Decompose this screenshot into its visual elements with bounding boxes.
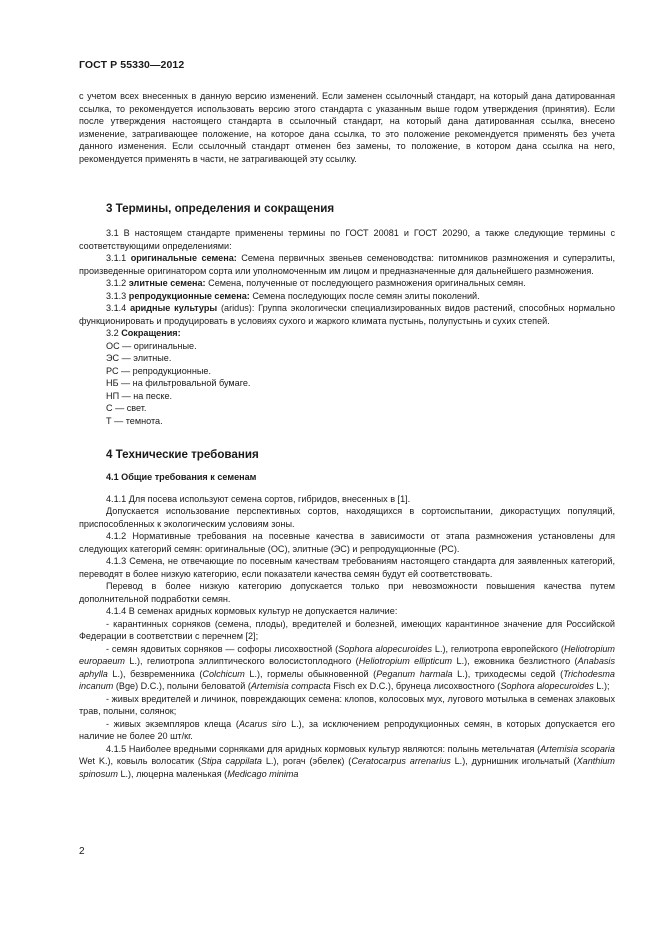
species-name: Ceratocarpus arrenarius <box>351 756 451 766</box>
species-name: Colchicum <box>202 668 245 679</box>
species-name: Heliotropium europaeum <box>79 643 615 666</box>
text-run: (Bge) D.C.), полыни беловатой ( <box>113 681 251 691</box>
term-number: 3.1.1 <box>106 253 127 263</box>
term-name: репродукционные семена: <box>128 290 250 301</box>
species-name: Sophora alopecuroides <box>338 643 433 654</box>
para-4-1-5 <box>79 743 615 781</box>
term-3-1-1 <box>79 252 615 277</box>
species-name: Artemisia scoparia <box>540 743 615 754</box>
abbreviation-item: НП — на песке. <box>106 390 173 401</box>
species-name: Medicago minima <box>227 768 299 779</box>
text-run: L.); <box>593 681 610 691</box>
para-3-1: 3.1 В настоящем стандарте применены термины по ГОСТ 20081 и ГОСТ 20290, а также следующие термины с соответствующими определениями: <box>79 228 615 251</box>
text-run: L.), ежовника безлистного ( <box>452 656 578 666</box>
species-name: Heliotropium ellipticum <box>358 656 453 666</box>
text-run: L.), гелиотропа эллиптического волосистоплодного ( <box>125 656 359 666</box>
species-name: Peganum harmala <box>376 668 453 679</box>
abbreviation-item: Т — темнота. <box>106 415 163 426</box>
term-3-1-2 <box>79 277 615 290</box>
para-4-1-1: 4.1.1 Для посева используют семена сортов, гибридов, внесенных в [1]. <box>106 493 411 504</box>
para-4-1-3b: Перевод в более низкую категорию допускается только при невозможности повышения качества путем дополнительной подработки семян. <box>79 581 615 604</box>
document-body <box>79 90 615 780</box>
para-4-1-1b: Допускается использование перспективных сортов, находящихся в сортоиспытании, дикорастущих популяций, приспособленных к экологическим условиям зоны. <box>79 506 615 529</box>
term-definition: (aridus): Группа экологически специализированных видов растений, способных нормально функционировать и продуцировать в условиях сухого и жаркого климата пустынь, полупустынь и сухих степей. <box>79 303 615 326</box>
bullet-quarantine: - карантинных сорняков (семена, плоды), вредителей и болезней, имеющих карантинное значение для Российской Федерации в соответствии с перечнем [2]; <box>79 618 615 641</box>
abbreviation-item: РС — репродукционные. <box>106 365 211 376</box>
term-definition: Семена первичных звеньев семеноводства: питомников размножения и суперэлиты, произведенные оригинатором сорта или уполномоченным им лицом и предназначенные для дальнейшего размножения. <box>79 253 615 276</box>
abbreviation-item: ЭС — элитные. <box>106 353 172 363</box>
text-run: L.), рогач (эбелек) ( <box>261 756 352 766</box>
term-name: элитные семена: <box>128 278 206 288</box>
text-run: - живых экземпляров клеща ( <box>106 718 239 729</box>
text-run: L.), гелиотропа европейского ( <box>432 643 564 654</box>
abbreviations-label: Сокращения: <box>121 328 181 338</box>
text-run: Wet K.), ковыль волосатик ( <box>79 756 201 766</box>
bullet-mites <box>79 718 615 743</box>
text-run: Fisch ex D.C.), брунеца лисохвостного ( <box>330 681 501 691</box>
abbreviation-item: ОС — оригинальные. <box>106 340 197 351</box>
para-4-1-2: 4.1.2 Нормативные требования на посевные качества в зависимости от этапа размножения установлены для следующих категорий семян: оригинальные (ОС), элитные (ЭС) и репродукционные (РС). <box>79 531 615 554</box>
text-run: L.), гормелы обыкновенной ( <box>244 668 377 679</box>
para-number: 3.2 <box>106 328 119 338</box>
term-name: оригинальные семена: <box>130 253 237 263</box>
document-code-header: ГОСТ Р 55330—2012 <box>79 59 185 71</box>
term-number: 3.1.2 <box>106 278 127 288</box>
text-run: L.), триходесмы седой ( <box>452 668 564 679</box>
section-3-title: 3 Термины, определения и сокращения <box>106 202 335 215</box>
species-name: Acarus siro <box>238 718 287 729</box>
subsection-4-1-title: 4.1 Общие требования к семенам <box>106 472 257 482</box>
text-run: L.), дурнишник игольчатый ( <box>450 756 577 766</box>
term-3-1-3 <box>79 290 615 303</box>
abbreviation-item: НБ — на фильтровальной бумаге. <box>106 378 251 388</box>
text-run: L.), люцерна маленькая ( <box>117 768 228 779</box>
para-3-2 <box>79 327 615 340</box>
text-run: L.), безвременника ( <box>107 668 203 679</box>
species-name: Artemisia compacta <box>250 681 331 691</box>
bullet-poisonous-weeds <box>79 643 615 693</box>
term-definition: Семена, полученные от последующего размножения оригинальных семян. <box>208 278 526 288</box>
text-run: - семян ядовитых сорняков — софоры лисохвостной ( <box>106 643 339 654</box>
species-name: Trichodesma incanum <box>79 668 615 691</box>
term-name: аридные культуры <box>130 303 218 313</box>
text-run: L.), за исключением репродукционных семян, в которых допускается его наличие не более 20 шт/кг. <box>79 718 615 741</box>
term-3-1-4 <box>79 302 615 327</box>
species-name: Xanthium spinosum <box>79 756 615 779</box>
para-4-1-3: 4.1.3 Семена, не отвечающие по посевным качествам требованиям настоящего стандарта для заявленных категорий, переводят в более низкую категорию, если показатели качества семян будут ей соответствовать. <box>79 556 615 579</box>
species-name: Anabasis aphylla <box>79 656 616 679</box>
section-4-title: 4 Технические требования <box>106 448 259 461</box>
para-4-1-4: 4.1.4 В семенах аридных кормовых культур не допускается наличие: <box>106 606 398 616</box>
term-number: 3.1.3 <box>106 290 127 301</box>
term-number: 3.1.4 <box>106 303 127 313</box>
abbreviation-item: С — свет. <box>106 403 147 413</box>
bullet-live-pests: - живых вредителей и личинок, повреждающих семена: клопов, колосовых мух, лугового мотылька в семенах злаковых трав, полыни, солянок; <box>79 693 615 716</box>
species-name: Sophora alopecuroides <box>500 681 594 691</box>
species-name: Stipa cappilata <box>200 756 262 766</box>
intro-paragraph: с учетом всех внесенных в данную версию изменений. Если заменен ссылочный стандарт, на который дана датированная ссылка, то рекомендуется использовать версию этого стандарта с указанным выше годом утверждения (принятия). Если после утверждения настоящего стандарта в ссылочный стандарт, на который дана датированная ссылка, внесено изменение, затрагивающее положение, на которое дана ссылка, то это положение рекомендуется применять без учета данного изменения. Если ссылочный стандарт отменен без замены, то положение, в котором дана ссылка на него, рекомендуется применять в части, не затрагивающей эту ссылку. <box>79 91 615 164</box>
text-run: 4.1.5 Наиболее вредными сорняками для аридных кормовых культур являются: полынь метельчатая ( <box>106 743 541 754</box>
term-definition: Семена последующих после семян элиты поколений. <box>252 290 480 301</box>
page-number: 2 <box>79 846 85 857</box>
